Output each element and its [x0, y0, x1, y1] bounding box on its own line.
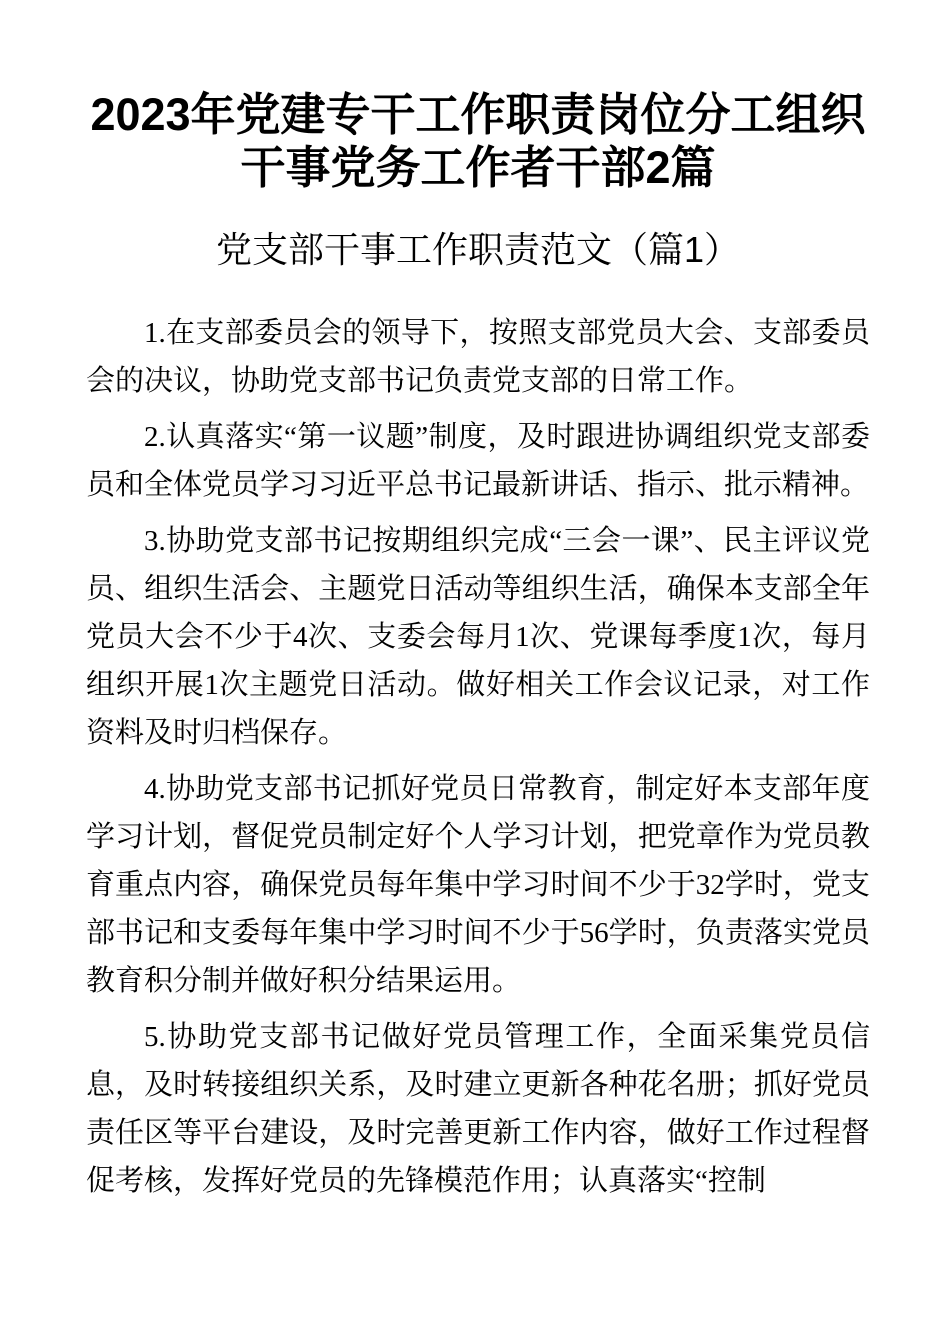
- paragraph-2: 2.认真落实“第一议题”制度，及时跟进协调组织党支部委员和全体党员学习习近平总书记最新讲话、指示、批示精神。: [86, 421, 870, 502]
- paragraph-4: 4.协助党支部书记抓好党员日常教育，制定好本支部年度学习计划，督促党员制定好个人学习计划，把党章作为党员教育重点内容，确保党员每年集中学习时间不少于32学时，党支部书记和支委每年集中学习时间不少于56学时，负责落实党员教育积分制并做好积分结果运用。: [86, 773, 870, 998]
- document-title: [86, 88, 870, 194]
- paragraph-1: 1.在支部委员会的领导下，按照支部党员大会、支部委员会的决议，协助党支部书记负责党支部的日常工作。: [86, 317, 870, 398]
- paragraph-3: 3.协助党支部书记按期组织完成“三会一课”、民主评议党员、组织生活会、主题党日活动等组织生活，确保本支部全年党员大会不少于4次、支委会每月1次、党课每季度1次，每月组织开展1次主题党日活动。做好相关工作会议记录，对工作资料及时归档保存。: [86, 525, 870, 750]
- section-heading: 党支部干事工作职责范文（篇1）: [215, 229, 741, 271]
- document-title-line-2: 干事党务工作者干部2篇: [240, 142, 716, 194]
- document-body: [86, 309, 870, 1205]
- paragraph-5: 5.协助党支部书记做好党员管理工作，全面采集党员信息，及时转接组织关系，及时建立更新各种花名册；抓好党员责任区等平台建设，及时完善更新工作内容，做好工作过程督促考核，发挥好党员的先锋模范作用；认真落实“控制: [86, 1021, 870, 1198]
- document-title-line-1: 2023年党建专干工作职责岗位分工组织: [90, 89, 866, 140]
